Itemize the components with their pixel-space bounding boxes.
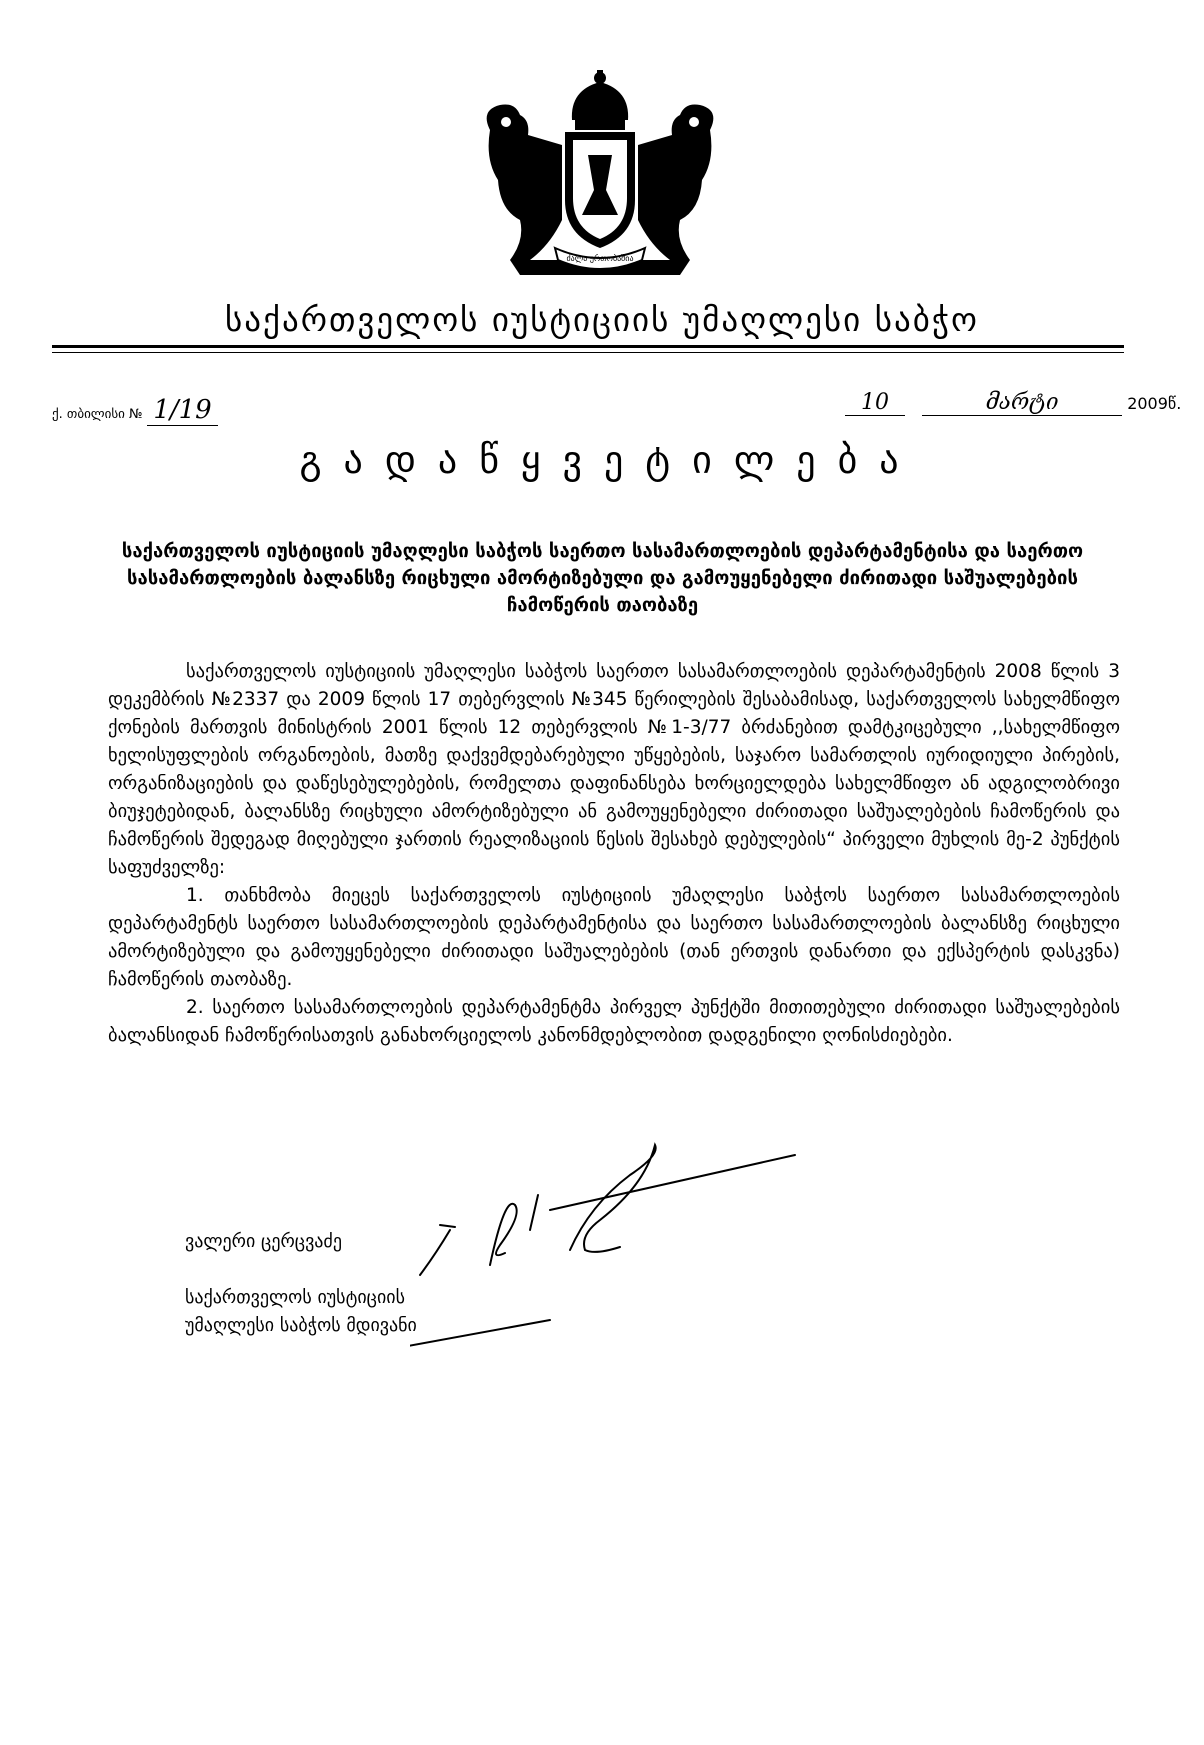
emblem-motto: ძალა ერთობაშია bbox=[566, 254, 634, 263]
body-item-1: 1. თანხმობა მიეცეს საქართველოს იუსტიციის უმაღლესი საბჭოს საერთო სასამართლოების დეპარტამენტს საერთო სასამართლოების დეპარტამენტისა და საერთო სასამართლოების ბალანსზე რიცხული ამორტიზებული და გამოუყენებელი ძირითადი საშუალებების (თან ერთვის დანართი და ექსპერტის დასკვნა) ჩამოწერის თაობაზე. bbox=[108, 885, 1120, 990]
signer-name: ვალერი ცერცვაძე bbox=[185, 1231, 342, 1252]
coat-of-arms-emblem bbox=[470, 70, 730, 300]
registration-number bbox=[52, 395, 218, 425]
organization-title: საქართველოს იუსტიციის უმაღლესი საბჭო bbox=[225, 300, 979, 339]
date-month: მარტი bbox=[922, 390, 1122, 416]
body-item-2: 2. საერთო სასამართლოების დეპარტამენტმა პირველ პუნქტში მითითებული ძირითადი საშუალებების ბალანსიდან ჩამოწერისათვის განახორციელოს კანონმდებლობით დადგენილი ღონისძიებები. bbox=[108, 997, 1120, 1046]
signer-title-line-1: საქართველოს იუსტიციის bbox=[185, 1287, 405, 1308]
document-subject: საქართველოს იუსტიციის უმაღლესი საბჭოს საერთო სასამართლოების დეპარტამენტისა და საერთო სასამართლოების ბალანსზე რიცხული ამორტიზებული და გამოუყენებელი ძირითადი საშუალებების ჩამოწერის თაობაზე bbox=[121, 541, 1084, 616]
body-preamble: საქართველოს იუსტიციის უმაღლესი საბჭოს საერთო სასამართლოების დეპარტამენტის 2008 წლის 3 დეკემბრის №2337 და 2009 წლის 17 თებერვლის №345 წერილების შესაბამისად, საქართველოს სახელმწიფო ქონების მართვის მინისტრის 2001 წლის 12 თებერვლის №1-3/77 ბრძანებით დამტკიცებული ,,სახელმწიფო ხელისუფლების ორგანოების, მათზე დაქვემდებარებული უწყებების, საჯარო სამართლის იურიდიული პირების, ორგანიზაციების და დაწესებულებების, რომელთა დაფინანსება ხორციელდება სახელმწიფო ან ადგილობრივი ბიუჯეტებიდან, ბალანსზე რიცხული ამორტიზებული ან გამოუყენებელი ძირითადი საშუალებების ჩამოწერის და ჩამოწერის შედეგად მიღებული ჯართის რეალიზაციის წესის შესახებ დებულების“ პირველი მუხლის მე-2 პუნქტის საფუძველზე: bbox=[108, 661, 1120, 878]
handwritten-signature bbox=[410, 1135, 890, 1365]
date-year: 2009წ. bbox=[1127, 394, 1182, 413]
registration-value: 1/19 bbox=[147, 395, 217, 426]
document-type-heading: გადაწყვეტილება bbox=[299, 438, 921, 482]
signer-block bbox=[185, 1228, 417, 1340]
signer-title-line-2: უმაღლესი საბჭოს მდივანი bbox=[185, 1315, 417, 1336]
header-divider bbox=[52, 345, 1124, 348]
document-date bbox=[845, 390, 1181, 416]
registration-label: ქ. თბილისი № bbox=[52, 407, 143, 422]
document-body bbox=[108, 658, 1120, 1050]
header-divider-thin bbox=[52, 352, 1124, 353]
date-day: 10 bbox=[845, 390, 905, 416]
